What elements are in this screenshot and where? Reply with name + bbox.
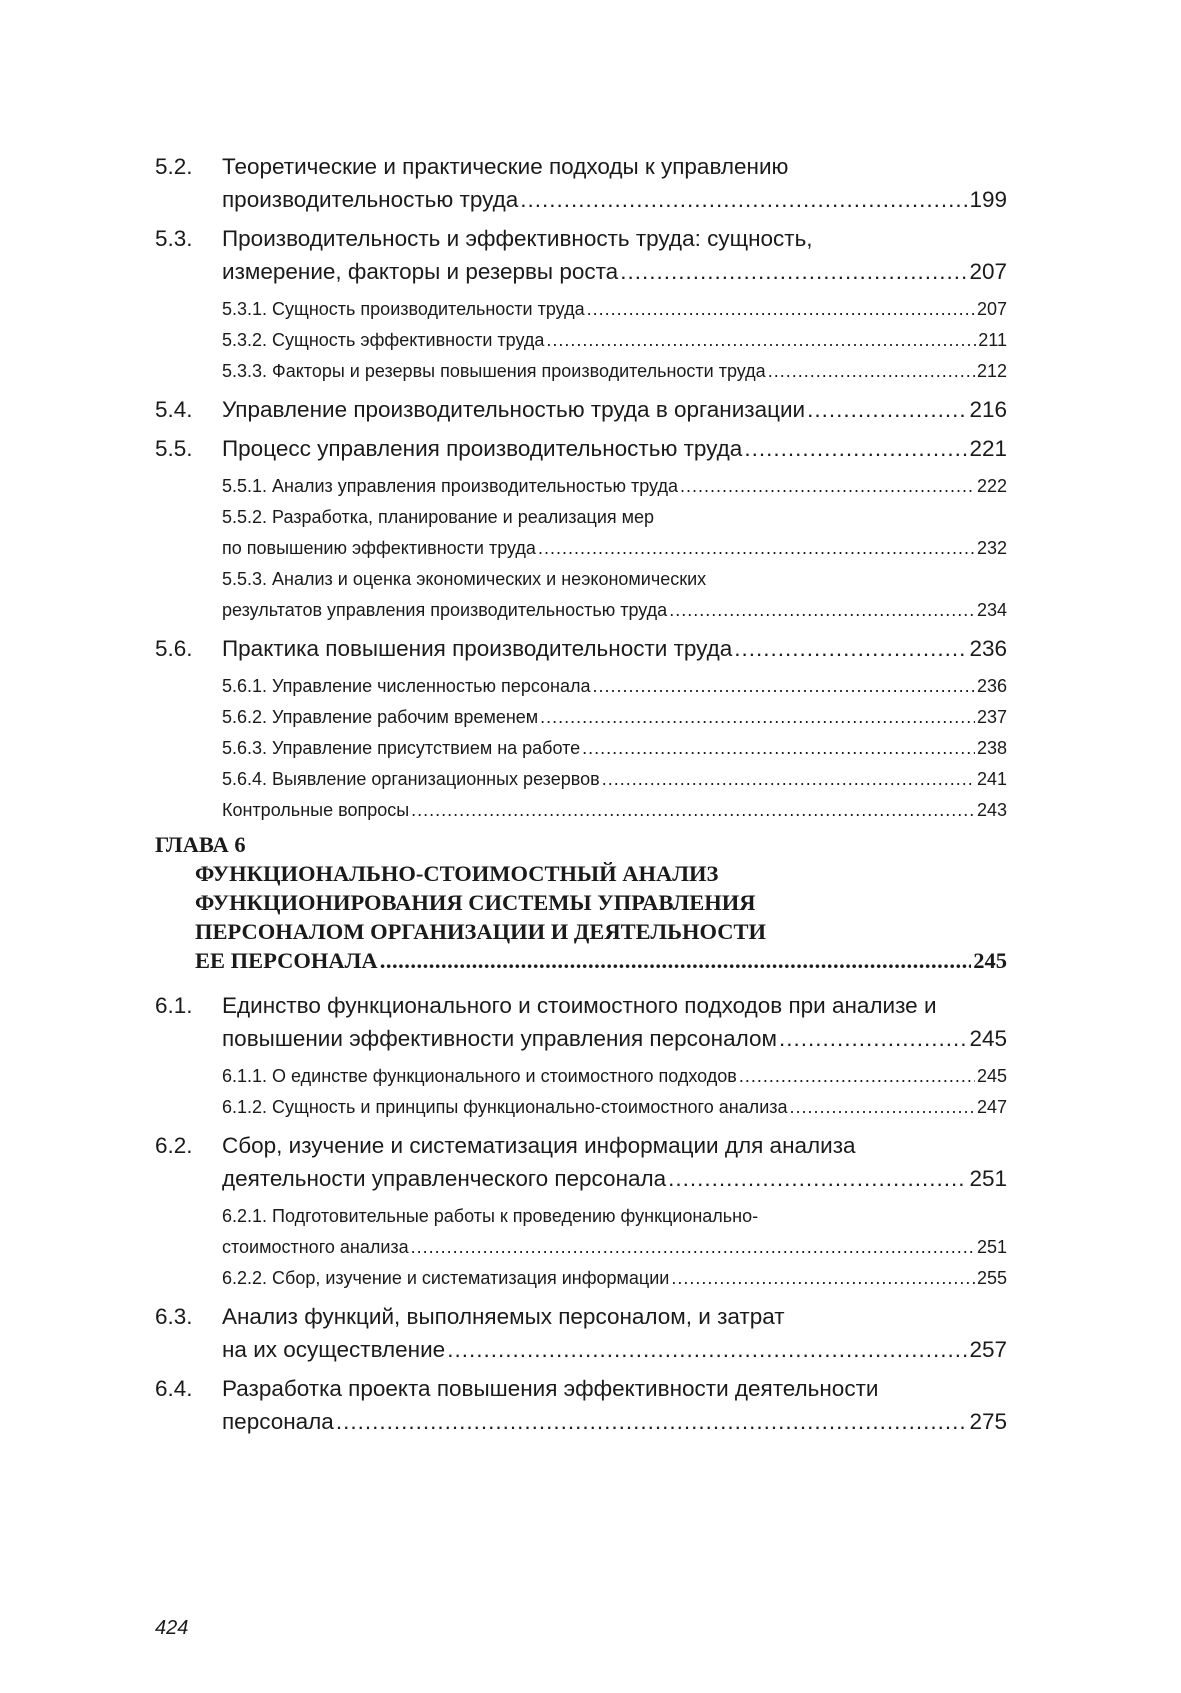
- section-title-line1: Единство функционального и стоимостного подходов при анализе и: [222, 993, 937, 1018]
- page-number: 245: [973, 948, 1007, 973]
- dot-leader: [411, 1232, 975, 1263]
- page-number: 247: [976, 1097, 1007, 1117]
- dot-leader: [790, 1092, 975, 1123]
- dot-leader: [668, 1162, 967, 1195]
- dot-leader: [538, 533, 975, 564]
- subsection-title: 5.3.1. Сущность производительности труда: [222, 299, 585, 319]
- subsection-title: 5.5.1. Анализ управления производительностью труда: [222, 476, 678, 496]
- section-number: 5.5.: [155, 436, 193, 461]
- page-number: 211: [978, 330, 1007, 350]
- section-title-line1: Сбор, изучение и систематизация информации для анализа: [222, 1133, 856, 1158]
- subsection-title: 6.1.2. Сущность и принципы функционально-стоимостного анализа: [222, 1097, 788, 1117]
- toc-entry-5-6-1: [222, 671, 1007, 702]
- subsection-title: 5.3.3. Факторы и резервы повышения производительности труда: [222, 361, 766, 381]
- dot-leader: [380, 946, 972, 975]
- toc-entry-5-5-2: [222, 502, 1007, 564]
- page-number: 243: [976, 800, 1007, 820]
- toc-entry-5-2: [155, 150, 1007, 216]
- toc-entry-5-5-1: [222, 471, 1007, 502]
- page-number: 212: [976, 361, 1007, 381]
- dot-leader: [739, 1061, 975, 1092]
- page-number: 245: [976, 1066, 1007, 1086]
- page-number: 275: [969, 1409, 1007, 1434]
- chapter-title-line4: ЕЕ ПЕРСОНАЛА: [195, 948, 378, 973]
- subsection-title-line1: 5.5.2. Разработка, планирование и реализация мер: [222, 507, 655, 527]
- section-title-line2: деятельности управленческого персонала: [222, 1166, 667, 1191]
- toc-entry-5-3-1: [222, 294, 1007, 325]
- section-title: Практика повышения производительности труда: [222, 636, 733, 661]
- page-number: 199: [969, 187, 1007, 212]
- toc-entry-6-3: [155, 1300, 1007, 1366]
- section-title-line1: Теоретические и практические подходы к управлению: [222, 154, 789, 179]
- dot-leader: [768, 356, 975, 387]
- chapter-title-line2: ФУНКЦИОНИРОВАНИЯ СИСТЕМЫ УПРАВЛЕНИЯ: [195, 890, 756, 915]
- dot-leader: [669, 595, 975, 626]
- page-number: 238: [976, 738, 1007, 758]
- section-title-line1: Производительность и эффективность труда: сущность,: [222, 226, 813, 251]
- section-title-line1: Разработка проекта повышения эффективности деятельности: [222, 1376, 879, 1401]
- chapter-6-heading: [155, 830, 1007, 975]
- subsection-title-line2: результатов управления производительностью труда: [222, 600, 668, 620]
- page-number: 255: [976, 1268, 1007, 1288]
- subsection-title: 5.6.2. Управление рабочим временем: [222, 707, 539, 727]
- page-number: 216: [969, 397, 1007, 422]
- subsection-title: 6.2.2. Сбор, изучение и систематизация информации: [222, 1268, 670, 1288]
- page-folio-number: 424: [155, 1617, 189, 1639]
- section-number: 5.3.: [155, 226, 193, 251]
- page-number: 251: [976, 1237, 1007, 1257]
- toc-entry-6-2-1: [222, 1201, 1007, 1263]
- toc-entry-5-6-3: [222, 733, 1007, 764]
- dot-leader: [744, 432, 967, 465]
- toc-entry-6-2-2: [222, 1263, 1007, 1294]
- page-number: 207: [976, 299, 1007, 319]
- section-number: 6.4.: [155, 1376, 193, 1401]
- subsection-title: 5.3.2. Сущность эффективности труда: [222, 330, 545, 350]
- dot-leader: [593, 671, 975, 702]
- toc-entry-6-1: [155, 989, 1007, 1055]
- page-number: 236: [969, 636, 1007, 661]
- section-number: 5.4.: [155, 397, 193, 422]
- toc-entry-6-4: [155, 1372, 1007, 1438]
- subsection-title-line2: по повышению эффективности труда: [222, 538, 536, 558]
- section-number: 6.2.: [155, 1133, 193, 1158]
- subsection-title-line1: 5.5.3. Анализ и оценка экономических и неэкономических: [222, 569, 707, 589]
- dot-leader: [582, 733, 975, 764]
- subsection-title: Контрольные вопросы: [222, 800, 410, 820]
- dot-leader: [671, 1263, 975, 1294]
- page-number: 257: [969, 1337, 1007, 1362]
- section-title-line2: персонала: [222, 1409, 334, 1434]
- toc-entry-5-5: [155, 432, 1007, 465]
- dot-leader: [540, 702, 975, 733]
- toc-entry-5-3-2: [222, 325, 1007, 356]
- subsection-title: 6.1.1. О единстве функционального и стоимостного подходов: [222, 1066, 737, 1086]
- section-title-line2: повышении эффективности управления персоналом: [222, 1026, 777, 1051]
- section-title: Процесс управления производительностью труда: [222, 436, 743, 461]
- section-number: 6.3.: [155, 1304, 193, 1329]
- dot-leader: [336, 1405, 968, 1438]
- subsection-title: 5.6.4. Выявление организационных резервов: [222, 769, 600, 789]
- page-number: 237: [976, 707, 1007, 727]
- dot-leader: [411, 795, 975, 826]
- page-number: 207: [969, 259, 1007, 284]
- page-number: 251: [969, 1166, 1007, 1191]
- page-number: 232: [976, 538, 1007, 558]
- dot-leader: [680, 471, 975, 502]
- chapter-title-line3: ПЕРСОНАЛОМ ОРГАНИЗАЦИИ И ДЕЯТЕЛЬНОСТИ: [195, 919, 767, 944]
- dot-leader: [587, 294, 975, 325]
- dot-leader: [546, 325, 976, 356]
- dot-leader: [602, 764, 975, 795]
- section-title-line2: на их осуществление: [222, 1337, 446, 1362]
- page-number: 222: [976, 476, 1007, 496]
- dot-leader: [520, 183, 967, 216]
- section-title-line2: производительностью труда: [222, 187, 519, 212]
- page-number: 241: [976, 769, 1007, 789]
- toc-entry-6-2: [155, 1129, 1007, 1195]
- table-of-contents: [155, 150, 1007, 1444]
- page-number: 221: [969, 436, 1007, 461]
- chapter-title-line1: ФУНКЦИОНАЛЬНО-СТОИМОСТНЫЙ АНАЛИЗ: [195, 861, 719, 886]
- toc-entry-5-5-3: [222, 564, 1007, 626]
- toc-entry-5-4: [155, 393, 1007, 426]
- toc-entry-5-3-3: [222, 356, 1007, 387]
- toc-entry-control-questions: [222, 795, 1007, 826]
- dot-leader: [734, 632, 967, 665]
- chapter-label: ГЛАВА 6: [155, 832, 246, 857]
- subsection-title: 5.6.3. Управление присутствием на работе: [222, 738, 581, 758]
- toc-entry-5-6: [155, 632, 1007, 665]
- subsection-title-line2: стоимостного анализа: [222, 1237, 409, 1257]
- section-title-line2: измерение, факторы и резервы роста: [222, 259, 619, 284]
- section-number: 5.6.: [155, 636, 193, 661]
- toc-entry-5-3: [155, 222, 1007, 288]
- toc-entry-5-6-2: [222, 702, 1007, 733]
- page-number: 234: [976, 600, 1007, 620]
- dot-leader: [779, 1022, 968, 1055]
- page-number: 236: [976, 676, 1007, 696]
- dot-leader: [447, 1333, 967, 1366]
- section-title-line1: Анализ функций, выполняемых персоналом, и затрат: [222, 1304, 785, 1329]
- subsection-title-line1: 6.2.1. Подготовительные работы к проведению функционально-: [222, 1206, 759, 1226]
- section-title: Управление производительностью труда в организации: [222, 397, 806, 422]
- toc-entry-6-1-2: [222, 1092, 1007, 1123]
- subsection-title: 5.6.1. Управление численностью персонала: [222, 676, 591, 696]
- toc-entry-5-6-4: [222, 764, 1007, 795]
- section-number: 5.2.: [155, 154, 193, 179]
- section-number: 6.1.: [155, 993, 193, 1018]
- dot-leader: [807, 393, 967, 426]
- toc-entry-6-1-1: [222, 1061, 1007, 1092]
- page-number: 245: [969, 1026, 1007, 1051]
- dot-leader: [620, 255, 967, 288]
